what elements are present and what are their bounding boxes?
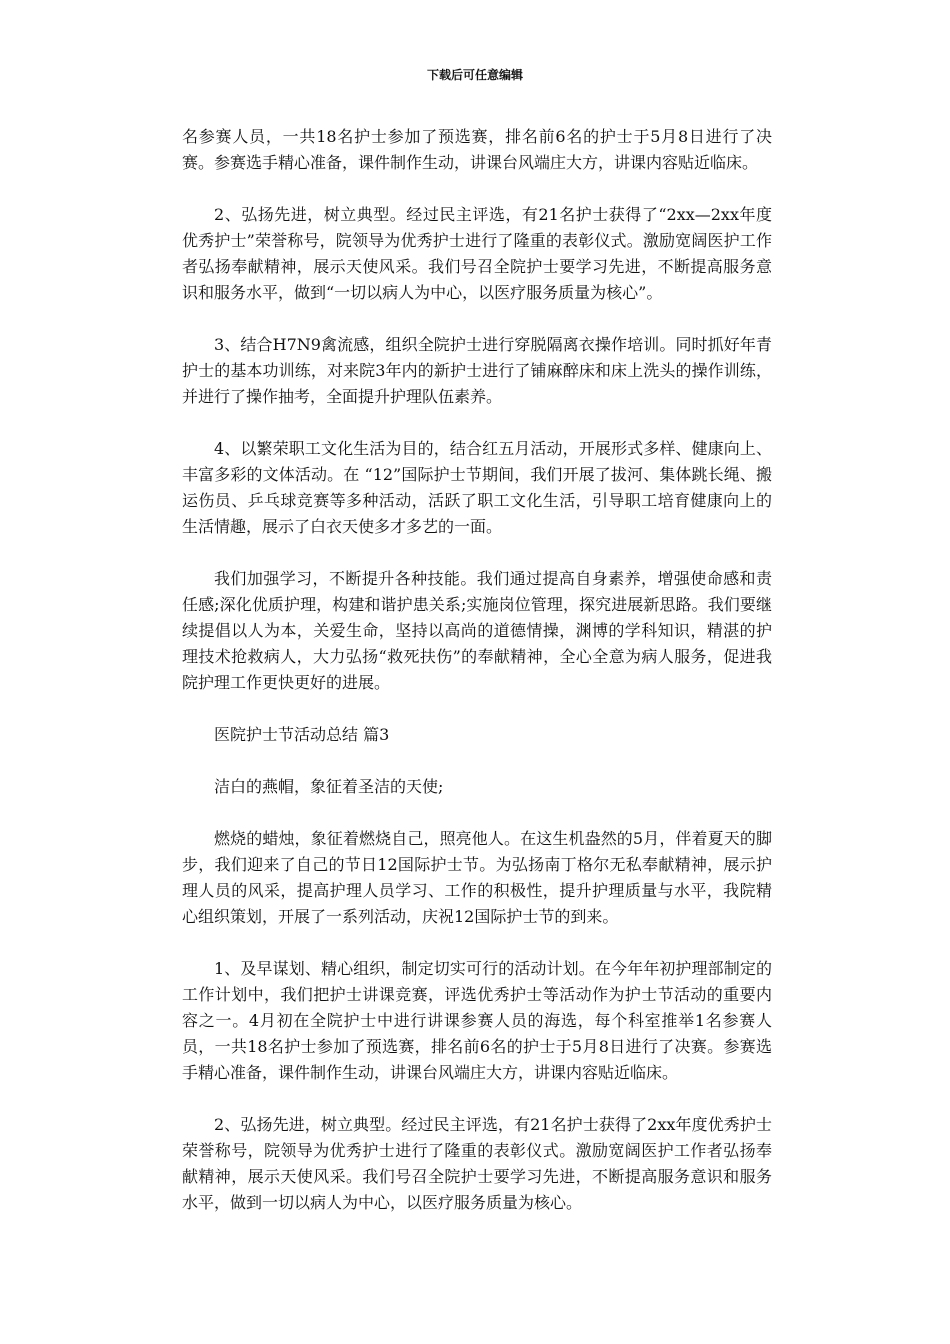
- paragraph: 1、及早谋划、精心组织，制定切实可行的活动计划。在今年年初护理部制定的工作计划中，我们把护士讲课竞赛，评选优秀护士等活动作为护士节活动的重要内容之一。4月初在全院护士中进行讲课参赛人员的海选，每个科室推举1名参赛人员，一共18名护士参加了预选赛，排名前6名的护士于5月8日进行了决赛。参赛选手精心准备，课件制作生动，讲课台风端庄大方，讲课内容贴近临床。: [182, 959, 772, 1082]
- paragraph: 2、弘扬先进，树立典型。经过民主评选，有21名护士获得了“2xx—2xx年度优秀护士”荣誉称号，院领导为优秀护士进行了隆重的表彰仪式。激励宽阔医护工作者弘扬奉献精神，展示天使风采。我们号召全院护士要学习先进，不断提高服务意识和服务水平，做到“一切以病人为中心，以医疗服务质量为核心”。: [182, 205, 772, 302]
- paragraph: 燃烧的蜡烛，象征着燃烧自己，照亮他人。在这生机盎然的5月，伴着夏天的脚步，我们迎来了自己的节日12国际护士节。为弘扬南丁格尔无私奉献精神，展示护理人员的风采，提高护理人员学习、工作的积极性，提升护理质量与水平，我院精心组织策划，开展了一系列活动，庆祝12国际护士节的到来。: [182, 829, 772, 926]
- paragraph: 名参赛人员，一共18名护士参加了预选赛，排名前6名的护士于5月8日进行了决赛。参赛选手精心准备，课件制作生动，讲课台风端庄大方，讲课内容贴近临床。: [182, 127, 772, 172]
- section-title: 医院护士节活动总结 篇3: [214, 725, 390, 744]
- paragraph: 洁白的燕帽，象征着圣洁的天使;: [214, 777, 444, 796]
- paragraph: 3、结合H7N9禽流感，组织全院护士进行穿脱隔离衣操作培训。同时抓好年青护士的基本功训练，对来院3年内的新护士进行了铺麻醉床和床上洗头的操作训练，并进行了操作抽考，全面提升护理队伍素养。: [182, 335, 772, 406]
- document-body: [182, 124, 772, 1242]
- page-header: 下载后可任意编辑: [426, 68, 523, 82]
- paragraph: 2、弘扬先进，树立典型。经过民主评选，有21名护士获得了2xx年度优秀护士荣誉称号，院领导为优秀护士进行了隆重的表彰仪式。激励宽阔医护工作者弘扬奉献精神，展示天使风采。我们号召全院护士要学习先进，不断提高服务意识和服务水平，做到一切以病人为中心，以医疗服务质量为核心。: [182, 1115, 772, 1212]
- paragraph: 我们加强学习，不断提升各种技能。我们通过提高自身素养，增强使命感和责任感;深化优质护理，构建和谐护患关系;实施岗位管理，探究进展新思路。我们要继续提倡以人为本，关爱生命，坚持以高尚的道德情操，渊博的学科知识，精湛的护理技术抢救病人，大力弘扬“救死扶伤”的奉献精神，全心全意为病人服务，促进我院护理工作更快更好的进展。: [182, 569, 772, 692]
- paragraph: 4、以繁荣职工文化生活为目的，结合红五月活动，开展形式多样、健康向上、丰富多彩的文体活动。在 “12”国际护士节期间，我们开展了拔河、集体跳长绳、搬运伤员、乒乓球竞赛等多种活动，活跃了职工文化生活，引导职工培育健康向上的生活情趣，展示了白衣天使多才多艺的一面。: [182, 439, 772, 536]
